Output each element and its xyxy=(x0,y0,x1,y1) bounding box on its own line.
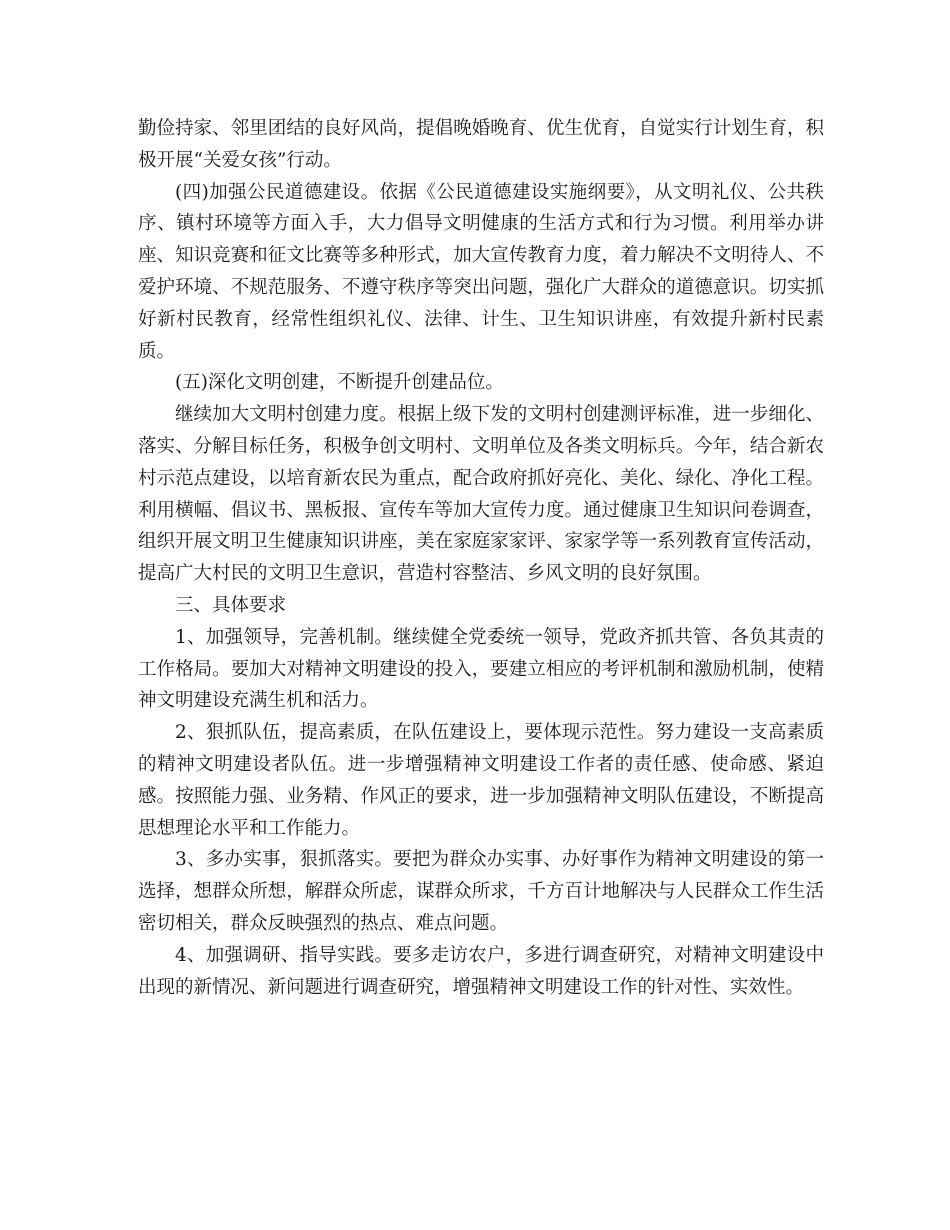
paragraph-family-customs: 勤俭持家、邻里团结的良好风尚，提倡晚婚晚育、优生优育，自觉实行计划生育，积极开展“关爱女孩”行动。 xyxy=(138,118,824,171)
paragraph-requirement-1: 1、加强领导，完善机制。继续健全党委统一领导，党政齐抓共管、各负其责的工作格局。要加大对精神文明建设的投入，要建立相应的考评机制和激励机制，使精神文明建设充满生机和活力。 xyxy=(138,626,824,712)
document-body xyxy=(138,113,824,1003)
section-heading-requirements: 三、具体要求 xyxy=(175,594,287,616)
paragraph-requirement-2: 2、狠抓队伍，提高素质，在队伍建设上，要体现示范性。努力建设一支高素质的精神文明建设者队伍。进一步增强精神文明建设工作者的责任感、使命感、紧迫感。按照能力强、业务精、作风正的要求，进一步加强精神文明队伍建设，不断提高思想理论水平和工作能力。 xyxy=(138,722,824,839)
paragraph-civic-morality: (四)加强公民道德建设。依据《公民道德建设实施纲要》，从文明礼仪、公共秩序、镇村环境等方面入手，大力倡导文明健康的生活方式和行为习惯。利用举办讲座、知识竞赛和征文比赛等多种形式，加大宣传教育力度，着力解决不文明待人、不爱护环境、不规范服务、不遵守秩序等突出问题，强化广大群众的道德意识。切实抓好新村民教育，经常性组织礼仪、法律、计生、卫生知识讲座，有效提升新村民素质。 xyxy=(138,181,824,362)
paragraph-civilized-village: 继续加大文明村创建力度。根据上级下发的文明村创建测评标准，进一步细化、落实、分解目标任务，积极争创文明村、文明单位及各类文明标兵。今年，结合新农村示范点建设，以培育新农民为重点，配合政府抓好亮化、美化、绿化、净化工程。利用横幅、倡议书、黑板报、宣传车等加大宣传力度。通过健康卫生知识问卷调查，组织开展文明卫生健康知识讲座，美在家庭家家评、家家学等一系列教育宣传活动，提高广大村民的文明卫生意识，营造村容整洁、乡风文明的良好氛围。 xyxy=(138,404,824,585)
paragraph-requirement-3: 3、多办实事，狠抓落实。要把为群众办实事、办好事作为精神文明建设的第一选择，想群众所想，解群众所虑，谋群众所求，千方百计地解决与人民群众工作生活密切相关，群众反映强烈的热点、难点问题。 xyxy=(138,849,824,934)
paragraph-deepen-civilization-heading: (五)深化文明创建，不断提升创建品位。 xyxy=(175,372,504,394)
paragraph-requirement-4: 4、加强调研、指导实践。要多走访农户，多进行调查研究，对精神文明建设中出现的新情况、新问题进行调查研究，增强精神文明建设工作的针对性、实效性。 xyxy=(138,944,824,998)
